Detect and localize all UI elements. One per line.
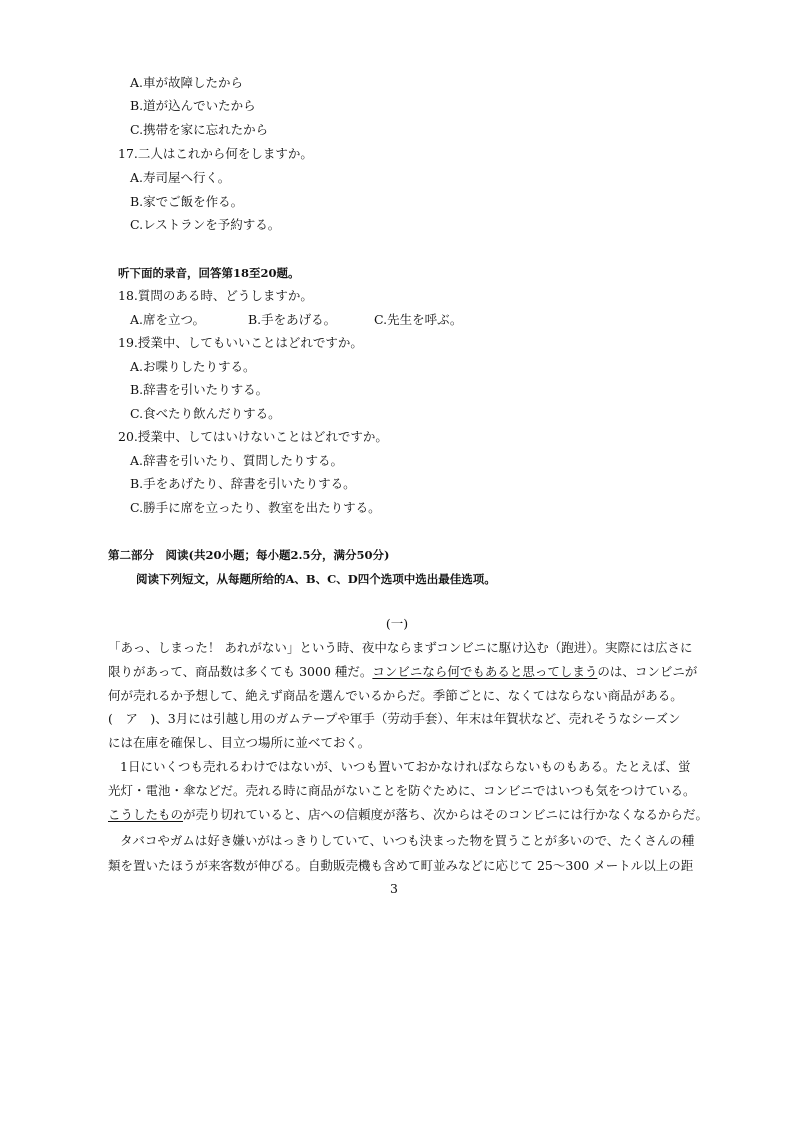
q17-option-a: A.寿司屋へ行く。 (130, 170, 231, 185)
part2-instruction: 阅读下列短文，从每题所给的A、B、C、D四个选项中选出最佳选项。 (136, 572, 496, 586)
underlined-phrase-1: コンビニなら何でもあると思ってしまう (372, 664, 598, 679)
q19-option-a: A.お喋りしたりする。 (130, 359, 256, 374)
q19-option-b: B.辞書を引いたりする。 (130, 382, 269, 397)
passage-line-4: ( ア )、3月には引越し用のガムテープや軍手（劳动手套）、年末は年賀状など、売れそうなシーズン (108, 711, 681, 726)
passage-line-2 (108, 664, 698, 680)
passage-line-8-text: が売り切れていると、店への信頼度が落ち、次からはそのコンビニには行かなくなるからだ。 (183, 807, 709, 822)
passage-line-8 (108, 807, 709, 823)
q18-option-a: A.席を立つ。 (130, 312, 206, 327)
q18-option-c: C.先生を呼ぶ。 (374, 312, 463, 327)
passage-line-2-text-b: のは、コンビニが (597, 664, 698, 679)
q20-option-b: B.手をあげたり、辞書を引いたりする。 (130, 476, 356, 491)
q19-option-c: C.食べたり飲んだりする。 (130, 406, 281, 421)
passage-line-1: 「あっ、しまった！ あれがない」という時、夜中ならまずコンビニに駆け込む（跑进）。実際には広さに (108, 640, 693, 655)
passage-line-9: タバコやガムは好き嫌いがはっきりしていて、いつも決まった物を買うことが多いので、たくさんの種 (120, 833, 695, 848)
q19-question: 19.授業中、してもいいことはどれですか。 (118, 335, 363, 350)
q17-option-b: B.家でご飯を作る。 (130, 194, 244, 209)
passage-title: (一) (385, 616, 409, 631)
page-number: 3 (390, 881, 398, 896)
passage-line-3: 何が売れるか予想して、絶えず商品を選んでいるからだ。季節ごとに、なくてはならない商品がある。 (108, 688, 683, 703)
passage-line-5: には在庫を確保し、目立つ場所に並べておく。 (108, 735, 371, 750)
q18-option-b: B.手をあげる。 (248, 312, 337, 327)
passage-line-7: 光灯・電池・傘などだ。売れる時に商品がないことを防ぐために、コンビニではいつも気をつけている。 (108, 783, 696, 798)
underlined-phrase-2: こうしたもの (108, 807, 184, 822)
listening-instruction: 听下面的录音，回答第18至20题。 (118, 266, 300, 280)
q16-option-b: B.道が込んでいたから (130, 98, 256, 113)
q18-question: 18.質問のある時、どうしますか。 (118, 288, 313, 303)
q17-question: 17.二人はこれから何をしますか。 (118, 146, 313, 161)
q16-option-a: A.車が故障したから (130, 75, 244, 90)
q20-option-a: A.辞書を引いたり、質問したりする。 (130, 453, 344, 468)
part2-heading: 第二部分 阅读(共20小题；每小题2.5分，满分50分) (108, 548, 390, 562)
q17-option-c: C.レストランを予約する。 (130, 217, 281, 232)
passage-line-6: 1日にいくつも売れるわけではないが、いつも置いておかなければならないものもある。たとえば、蛍 (120, 759, 691, 774)
passage-line-2-text-a: 限りがあって、商品数は多くても 3000 種だ。 (108, 664, 373, 679)
q20-option-c: C.勝手に席を立ったり、教室を出たりする。 (130, 500, 381, 515)
q16-option-c: C.携帯を家に忘れたから (130, 122, 269, 137)
q20-question: 20.授業中、してはいけないことはどれですか。 (118, 429, 388, 444)
passage-line-10: 類を置いたほうが来客数が伸びる。自動販売機も含めて町並みなどに応じて 25～300 メートル以上の距 (108, 858, 694, 873)
